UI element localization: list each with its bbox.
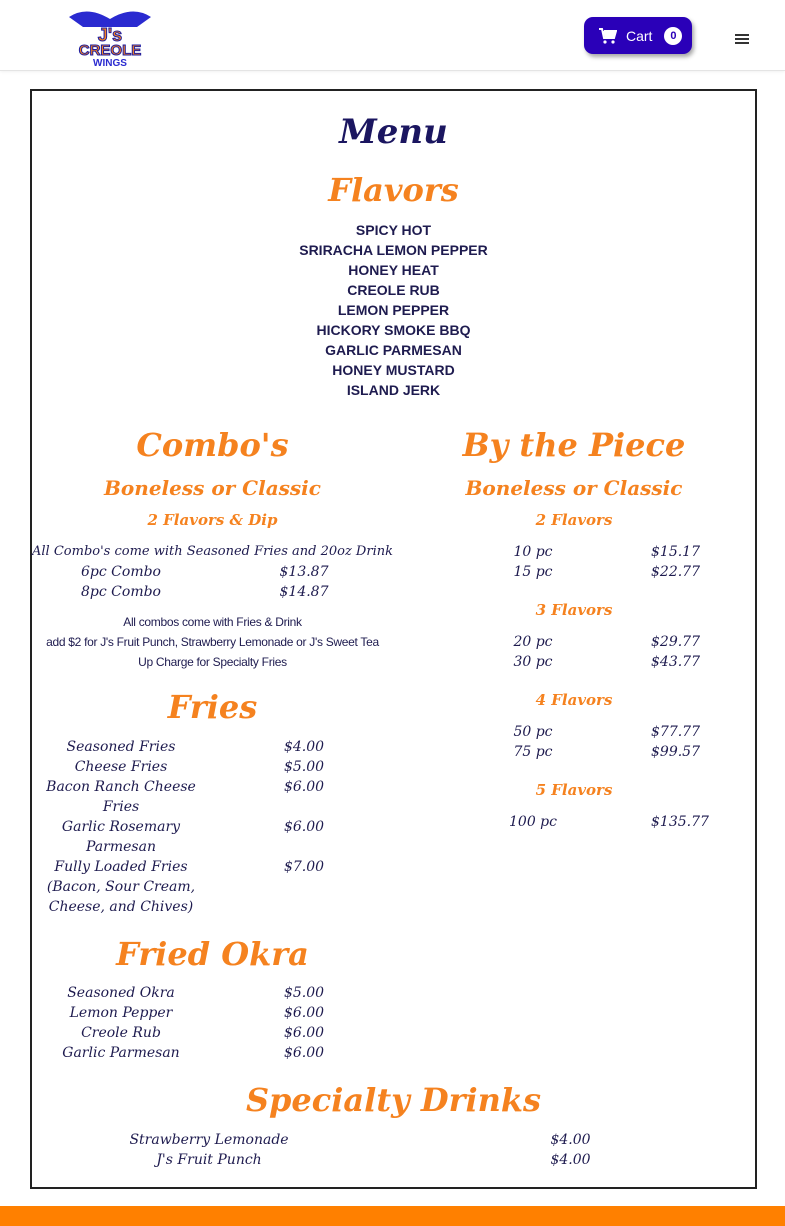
item-name: Creole Rub	[81, 1025, 161, 1041]
menu-item-row	[32, 777, 393, 817]
item-price: $4.00	[550, 1152, 591, 1168]
menu-panel	[30, 89, 757, 1189]
item-price: $6.00	[283, 1045, 325, 1061]
flavor-item: LEMON PEPPER	[337, 302, 450, 318]
item-price: $6.00	[283, 1005, 325, 1021]
by-the-piece-heading: By the Piece	[462, 426, 686, 464]
item-price: $4.00	[283, 739, 325, 755]
item-price: $7.00	[283, 859, 325, 875]
item-name: 10 pc	[513, 544, 553, 560]
cart-button[interactable]	[584, 17, 692, 54]
item-name: Fully Loaded Fries (Bacon, Sour Cream, Cheese, and Chives)	[46, 859, 196, 915]
combos-sub2: 2 Flavors & Dip	[147, 511, 278, 529]
item-name: Garlic Rosemary Parmesan	[61, 819, 181, 855]
menu-item-row	[32, 857, 393, 917]
menu-item-row	[32, 1003, 393, 1023]
item-name: 75 pc	[513, 744, 553, 760]
item-price: $29.77	[651, 634, 700, 650]
menu-item-row	[32, 1023, 393, 1043]
flavor-group-heading: 5 Flavors	[535, 781, 613, 799]
combos-heading: Combo's	[136, 426, 289, 464]
fries-heading: Fries	[167, 688, 258, 726]
menu-item-row	[32, 562, 393, 582]
footer	[0, 1206, 785, 1226]
cart-label: Cart	[626, 27, 653, 44]
item-name: Strawberry Lemonade	[129, 1132, 289, 1148]
right-column	[393, 420, 755, 1063]
flavor-item: HICKORY SMOKE BBQ	[316, 322, 471, 338]
flavors-list	[32, 220, 755, 400]
item-name: Cheese Fries	[74, 759, 168, 775]
page-title: Menu	[339, 112, 448, 152]
flavor-item: SRIRACHA LEMON PEPPER	[299, 242, 488, 258]
item-price: $6.00	[283, 1025, 325, 1041]
combo-note: All combos come with Fries & Drink	[123, 615, 302, 629]
item-name: 50 pc	[513, 724, 553, 740]
menu-item-row	[32, 1043, 393, 1063]
item-price: $6.00	[283, 819, 325, 835]
menu-item-row	[393, 812, 755, 832]
drinks-heading: Specialty Drinks	[245, 1081, 542, 1119]
item-price: $99.57	[651, 744, 700, 760]
menu-item-row	[32, 983, 393, 1003]
menu-item-row	[393, 742, 755, 762]
item-name: 100 pc	[509, 814, 557, 830]
menu-item-row	[393, 562, 755, 582]
flavor-item: ISLAND JERK	[346, 382, 441, 398]
item-price: $14.87	[279, 584, 329, 600]
logo[interactable]	[67, 5, 153, 68]
left-column	[32, 420, 393, 1063]
item-price: $6.00	[283, 779, 325, 795]
item-price: $135.77	[651, 814, 709, 830]
menu-item-row	[393, 652, 755, 672]
item-name: Seasoned Fries	[66, 739, 176, 755]
item-price: $5.00	[283, 759, 325, 775]
flavor-item: GARLIC PARMESAN	[325, 342, 462, 358]
menu-item-row	[32, 1130, 755, 1150]
item-price: $15.17	[651, 544, 700, 560]
flavor-item: HONEY MUSTARD	[332, 362, 455, 378]
combo-note: add $2 for J's Fruit Punch, Strawberry Lemonade or J's Sweet Tea	[46, 635, 379, 649]
item-price: $22.77	[651, 564, 700, 580]
flavor-group-heading: 2 Flavors	[535, 511, 613, 529]
flavors-heading: Flavors	[328, 171, 459, 209]
item-name: 8pc Combo	[81, 584, 161, 600]
flavor-item: HONEY HEAT	[348, 262, 439, 278]
piece-subtitle: Boneless or Classic	[465, 476, 683, 500]
menu-item-row	[393, 542, 755, 562]
svg-text:CREOLE: CREOLE	[78, 42, 142, 59]
item-name: 30 pc	[513, 654, 553, 670]
item-price: $43.77	[651, 654, 700, 670]
flavor-item: CREOLE RUB	[347, 282, 440, 298]
hamburger-menu-icon[interactable]	[735, 34, 749, 45]
site-header	[0, 0, 785, 71]
cart-icon	[599, 28, 617, 44]
flavor-group-heading: 4 Flavors	[535, 691, 613, 709]
item-name: Bacon Ranch Cheese Fries	[46, 779, 196, 815]
menu-item-row	[393, 632, 755, 652]
flavor-item: SPICY HOT	[355, 222, 432, 238]
item-name: 20 pc	[513, 634, 553, 650]
item-name: Seasoned Okra	[67, 985, 175, 1001]
item-price: $77.77	[651, 724, 700, 740]
item-name: Garlic Parmesan	[62, 1045, 180, 1061]
combo-note: Up Charge for Specialty Fries	[138, 655, 287, 669]
menu-item-row	[32, 817, 393, 857]
menu-item-row	[32, 582, 393, 602]
item-name: Lemon Pepper	[69, 1005, 173, 1021]
okra-heading: Fried Okra	[116, 935, 309, 973]
menu-item-row	[32, 737, 393, 757]
menu-item-row	[393, 722, 755, 742]
item-price: $5.00	[283, 985, 325, 1001]
combos-note: All Combo's come with Seasoned Fries and 20oz Drink	[32, 544, 393, 559]
item-price: $4.00	[550, 1132, 591, 1148]
item-name: 6pc Combo	[81, 564, 161, 580]
combos-subtitle: Boneless or Classic	[104, 476, 321, 500]
item-name: J's Fruit Punch	[156, 1152, 262, 1168]
flavor-group-heading: 3 Flavors	[535, 601, 613, 619]
menu-item-row	[32, 757, 393, 777]
svg-text:WINGS: WINGS	[93, 58, 127, 68]
item-name: 15 pc	[513, 564, 553, 580]
cart-count-badge: 0	[664, 27, 682, 45]
item-price: $13.87	[279, 564, 329, 580]
svg-text:J's: J's	[97, 25, 123, 45]
menu-item-row	[32, 1150, 755, 1170]
